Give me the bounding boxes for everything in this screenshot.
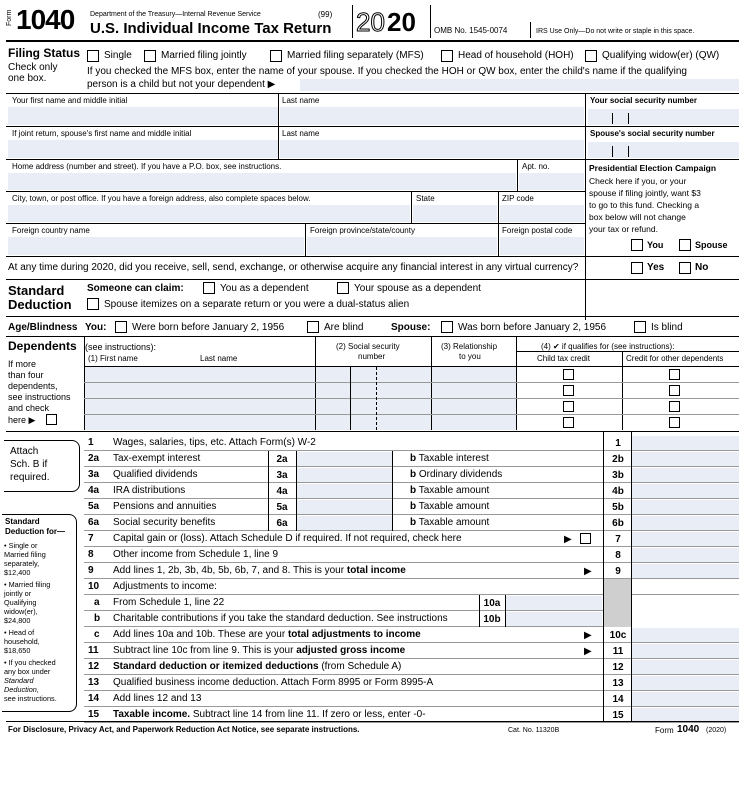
line-number: 3a bbox=[88, 469, 100, 480]
checkbox-vc-no[interactable] bbox=[679, 262, 691, 274]
label-last-name: Last name bbox=[282, 96, 320, 105]
std-ded-side-2: Deduction for— bbox=[5, 527, 65, 536]
box-label: 13 bbox=[612, 678, 624, 689]
spouse-first-input[interactable] bbox=[8, 140, 278, 158]
input-2b[interactable] bbox=[631, 452, 739, 466]
attach-1: Attach bbox=[10, 446, 39, 457]
input-3a[interactable] bbox=[296, 468, 392, 482]
std-deduction-item: jointly or bbox=[4, 589, 32, 598]
ssn-input[interactable] bbox=[588, 109, 739, 125]
last-name-input[interactable] bbox=[280, 107, 584, 125]
input-3b[interactable] bbox=[631, 468, 739, 482]
input-6b[interactable] bbox=[631, 516, 739, 530]
line10c-pre: Add lines 10a and 10b. These are your bbox=[113, 629, 288, 640]
box-label: 3a bbox=[276, 470, 288, 481]
input-4a[interactable] bbox=[296, 484, 392, 498]
line-label-l2a: Tax-exempt interest bbox=[113, 453, 201, 464]
line-label-l3b: b Ordinary dividends bbox=[410, 469, 503, 480]
line11-pre: Subtract line 10c from line 9. This is your bbox=[113, 645, 297, 656]
std-deduction-item: separately, bbox=[4, 559, 40, 568]
checkbox-spouse-itemizes[interactable] bbox=[87, 298, 99, 310]
filing-status-sub-2: one box. bbox=[8, 73, 47, 84]
form-label: Form bbox=[6, 9, 13, 26]
line-number: 15 bbox=[88, 709, 100, 720]
dep-col-ssn-b: number bbox=[358, 352, 386, 361]
std-deduction-item: $12,400 bbox=[4, 568, 31, 577]
std-deduction-item: • If you checked bbox=[4, 658, 56, 667]
line-number: 13 bbox=[88, 677, 100, 688]
city-input[interactable] bbox=[8, 205, 410, 222]
box-label: 5b bbox=[612, 502, 624, 513]
line-label-l12 bbox=[113, 662, 401, 672]
form-title: U.S. Individual Income Tax Return bbox=[90, 20, 332, 37]
line-number: c bbox=[94, 629, 100, 640]
line-number: b bbox=[94, 613, 101, 624]
dep-col-qualifies: (4) ✔ if qualifies for (see instructions): bbox=[541, 342, 675, 351]
label-state: State bbox=[416, 194, 435, 203]
input-2a[interactable] bbox=[296, 452, 392, 466]
input-5b[interactable] bbox=[631, 500, 739, 514]
line-label-l10a: From Schedule 1, line 22 bbox=[113, 597, 225, 608]
line-label-l10b: Charitable contributions if you take the standard deduction. See instructions bbox=[113, 613, 448, 624]
checkbox-vc-yes[interactable] bbox=[631, 262, 643, 274]
label-postal: Foreign postal code bbox=[502, 226, 573, 235]
checkbox-campaign-you[interactable] bbox=[631, 239, 643, 251]
label-you-dependent: You as a dependent bbox=[220, 283, 309, 294]
checkbox-campaign-spouse[interactable] bbox=[679, 239, 691, 251]
campaign-you: You bbox=[647, 240, 664, 250]
std-deduction-item: Married filing bbox=[4, 550, 46, 559]
input-11[interactable] bbox=[631, 644, 739, 658]
footer-cat: Cat. No. 11320B bbox=[508, 727, 560, 734]
std-ded-side-1: Standard bbox=[5, 517, 40, 526]
campaign-line-3: to go to this fund. Checking a bbox=[589, 200, 700, 210]
dependent-4-ctc[interactable] bbox=[563, 417, 574, 428]
footer-form-num: 1040 bbox=[677, 724, 700, 735]
dep-side-2: than four bbox=[8, 370, 44, 380]
dependent-1-relationship[interactable] bbox=[432, 367, 516, 382]
dependent-3-odc[interactable] bbox=[669, 401, 680, 412]
line-label-l10: Adjustments to income: bbox=[113, 581, 217, 592]
footer-notice: For Disclosure, Privacy Act, and Paperwork Reduction Act Notice, see separate instructions. bbox=[8, 725, 360, 734]
spouse-last-input[interactable] bbox=[280, 140, 584, 158]
input-4b[interactable] bbox=[631, 484, 739, 498]
input-8[interactable] bbox=[631, 548, 739, 562]
age-spouse: Spouse: bbox=[391, 322, 431, 333]
checkbox-you-blind[interactable] bbox=[307, 321, 319, 333]
box-label: 2a bbox=[276, 454, 288, 465]
first-name-input[interactable] bbox=[8, 107, 278, 125]
std-deduction-item: $18,650 bbox=[4, 646, 31, 655]
line-label-l9 bbox=[113, 566, 406, 576]
dep-side-5: and check bbox=[8, 403, 50, 413]
irs-use-only: IRS Use Only—Do not write or staple in this space. bbox=[536, 28, 695, 35]
line12-bold: Standard deduction or itemized deductions bbox=[113, 661, 319, 672]
line9-bold: total income bbox=[346, 565, 406, 576]
box-label: 6b bbox=[612, 518, 624, 529]
year-solid: 20 bbox=[387, 7, 416, 37]
box-label: 7 bbox=[615, 534, 621, 545]
line-label-l14: Add lines 12 and 13 bbox=[113, 693, 202, 704]
label-province: Foreign province/state/county bbox=[310, 226, 415, 235]
box-label: 15 bbox=[612, 710, 624, 721]
label-married-separately: Married filing separately (MFS) bbox=[287, 50, 424, 61]
label-ssn: Your social security number bbox=[590, 96, 697, 105]
line-label-l2b: b Taxable interest bbox=[410, 453, 489, 464]
campaign-line-5: your tax or refund. bbox=[589, 224, 658, 234]
line15-bold: Taxable income. bbox=[113, 709, 191, 720]
line-number: 12 bbox=[88, 661, 100, 672]
line10c-bold: total adjustments to income bbox=[287, 629, 421, 640]
country-input[interactable] bbox=[8, 237, 304, 255]
dependent-3-ssn[interactable] bbox=[316, 399, 431, 414]
dep-side-3: dependents, bbox=[8, 381, 58, 391]
campaign-line-4: box below will not change bbox=[589, 212, 686, 222]
input-9[interactable] bbox=[631, 564, 739, 578]
label-zip: ZIP code bbox=[502, 194, 534, 203]
home-address-input[interactable] bbox=[8, 173, 516, 190]
arrow-icon: ▶ bbox=[564, 534, 572, 545]
label-spouse-blind: Is blind bbox=[651, 322, 683, 333]
line-label-l4b: b Taxable amount bbox=[410, 485, 490, 496]
std-deduction-title-1: Standard bbox=[8, 283, 65, 298]
box-label: 3b bbox=[612, 470, 624, 481]
label-spouse-first: If joint return, spouse's first name and middle initial bbox=[12, 129, 192, 138]
label-spouse-ssn: Spouse's social security number bbox=[590, 129, 715, 138]
attach-2: Sch. B if bbox=[10, 459, 48, 470]
arrow-icon: ▶ bbox=[584, 630, 592, 641]
zip-input[interactable] bbox=[500, 205, 584, 222]
campaign-line-1: Check here if you, or your bbox=[589, 176, 687, 186]
box-label: 5a bbox=[276, 502, 288, 513]
box-label: 10b bbox=[483, 614, 501, 625]
vc-yes: Yes bbox=[647, 262, 665, 273]
dep-col-rel-a: (3) Relationship bbox=[441, 342, 498, 351]
dependent-4-odc[interactable] bbox=[669, 417, 680, 428]
form-number: 1040 bbox=[16, 4, 75, 35]
input-6a[interactable] bbox=[296, 516, 392, 530]
dependent-3-ctc[interactable] bbox=[563, 401, 574, 412]
line-label-l4a: IRA distributions bbox=[113, 485, 186, 496]
checkbox-line7[interactable] bbox=[580, 533, 591, 544]
line-label-l7: Capital gain or (loss). Attach Schedule D if required. If not required, check here bbox=[113, 533, 462, 544]
dep-col-rel-b: to you bbox=[459, 352, 481, 361]
line-label-l5a: Pensions and annuities bbox=[113, 501, 217, 512]
line-number: 11 bbox=[88, 645, 99, 656]
label-head-of-household: Head of household (HOH) bbox=[458, 50, 574, 61]
std-deduction-item: • Head of bbox=[4, 628, 35, 637]
filing-note-2: person is a child but not your dependent ▶ bbox=[87, 79, 276, 90]
box-label: 11 bbox=[612, 646, 624, 657]
label-home-address: Home address (number and street). If you have a P.O. box, see instructions. bbox=[12, 162, 282, 171]
line-label-l6b: b Taxable amount bbox=[410, 517, 490, 528]
line-number: 1 bbox=[88, 437, 94, 448]
age-you: You: bbox=[85, 322, 107, 333]
line-label-l10c bbox=[113, 630, 421, 640]
box-label: 4a bbox=[276, 486, 288, 497]
std-deduction-item: • Married filing bbox=[4, 580, 51, 589]
box-label: 9 bbox=[615, 566, 621, 577]
dep-col-ssn-a: (2) Social security bbox=[336, 342, 400, 351]
campaign-line-2: spouse if filing jointly, want $3 bbox=[589, 188, 701, 198]
someone-can-claim: Someone can claim: bbox=[87, 283, 184, 294]
checkbox-you-born-before[interactable] bbox=[115, 321, 127, 333]
std-deduction-item: $24,800 bbox=[4, 616, 31, 625]
line11-bold: adjusted gross income bbox=[296, 645, 406, 656]
box-label: 14 bbox=[612, 694, 624, 705]
label-you-born-before: Were born before January 2, 1956 bbox=[132, 322, 285, 333]
box-label: 8 bbox=[615, 550, 621, 561]
input-5a[interactable] bbox=[296, 500, 392, 514]
campaign-spouse: Spouse bbox=[695, 240, 728, 250]
input-10b[interactable] bbox=[505, 612, 602, 626]
line-label-l13: Qualified business income deduction. Attach Form 8995 or Form 8995-A bbox=[113, 677, 434, 688]
dependent-2-name[interactable] bbox=[85, 383, 315, 398]
std-deduction-item: Standard bbox=[4, 676, 34, 685]
box-label: 10a bbox=[483, 598, 501, 609]
dependent-4-name[interactable] bbox=[85, 415, 315, 430]
line-label-l1: Wages, salaries, tips, etc. Attach Form(s) W-2 bbox=[113, 437, 316, 448]
dependents-see: (see instructions): bbox=[85, 342, 157, 352]
checkbox-single[interactable] bbox=[87, 50, 99, 62]
dependent-1-ctc[interactable] bbox=[563, 369, 574, 380]
input-14[interactable] bbox=[631, 692, 739, 706]
label-country: Foreign country name bbox=[12, 226, 90, 235]
dependent-1-name[interactable] bbox=[85, 367, 315, 382]
dependent-2-ctc[interactable] bbox=[563, 385, 574, 396]
footer-year: (2020) bbox=[706, 727, 727, 734]
dep-side-4: see instructions bbox=[8, 392, 71, 402]
box-label: 12 bbox=[612, 662, 624, 673]
arrow-icon: ▶ bbox=[584, 646, 592, 657]
vc-no: No bbox=[695, 262, 709, 273]
checkbox-married-jointly[interactable] bbox=[144, 50, 156, 62]
line-label-l6a: Social security benefits bbox=[113, 517, 216, 528]
input-1[interactable] bbox=[631, 436, 739, 450]
checkbox-married-separately[interactable] bbox=[270, 50, 282, 62]
dependent-2-ssn[interactable] bbox=[316, 383, 431, 398]
line-number: 10 bbox=[88, 581, 100, 592]
label-spouse-dependent: Your spouse as a dependent bbox=[354, 283, 481, 294]
std-deduction-item: see instructions. bbox=[4, 694, 57, 703]
box-label: 1 bbox=[615, 438, 621, 449]
checkbox-spouse-blind[interactable] bbox=[634, 321, 646, 333]
line-number: 6a bbox=[88, 517, 100, 528]
dep-col-odc: Credit for other dependents bbox=[626, 354, 724, 363]
input-13[interactable] bbox=[631, 676, 739, 690]
line-label-l11 bbox=[113, 646, 405, 656]
line-label-l15 bbox=[113, 710, 426, 720]
dep-side-6: here ▶ bbox=[8, 415, 36, 425]
std-deduction-item: • Single or bbox=[4, 541, 38, 550]
form-code: (99) bbox=[318, 10, 333, 19]
label-single: Single bbox=[104, 50, 132, 61]
filing-status-title: Filing Status bbox=[8, 46, 80, 60]
box-label: 2b bbox=[612, 454, 624, 465]
line-label-l3a: Qualified dividends bbox=[113, 469, 198, 480]
label-spouse-itemizes: Spouse itemizes on a separate return or you were a dual-status alien bbox=[104, 299, 410, 310]
line-number: a bbox=[94, 597, 100, 608]
line15-rest: Subtract line 14 from line 11. If zero or less, enter -0- bbox=[190, 709, 426, 720]
dependents-title: Dependents bbox=[8, 339, 77, 353]
line-number: 9 bbox=[88, 565, 94, 576]
apt-input[interactable] bbox=[519, 173, 584, 190]
std-deduction-item: widow(er), bbox=[4, 607, 38, 616]
footer-form: Form bbox=[655, 726, 674, 735]
dependent-2-relationship[interactable] bbox=[432, 383, 516, 398]
checkbox-more-dependents[interactable] bbox=[46, 414, 57, 425]
label-you-blind: Are blind bbox=[324, 322, 364, 333]
box-label: 10c bbox=[609, 630, 627, 641]
campaign-title: Presidential Election Campaign bbox=[589, 163, 717, 173]
std-deduction-item: Deduction, bbox=[4, 685, 39, 694]
dependent-4-relationship[interactable] bbox=[432, 415, 516, 430]
line-number: 8 bbox=[88, 549, 94, 560]
dependent-1-odc[interactable] bbox=[669, 369, 680, 380]
year-outline: 20 bbox=[356, 7, 385, 37]
age-blindness-title: Age/Blindness bbox=[8, 322, 78, 333]
dep-side-1: If more bbox=[8, 359, 37, 369]
dependent-1-ssn[interactable] bbox=[316, 367, 431, 382]
line-number: 7 bbox=[88, 533, 94, 544]
omb-number: OMB No. 1545-0074 bbox=[434, 26, 508, 35]
dependent-2-odc[interactable] bbox=[669, 385, 680, 396]
line-number: 14 bbox=[88, 693, 100, 704]
line-number: 4a bbox=[88, 485, 100, 496]
dependent-3-name[interactable] bbox=[85, 399, 315, 414]
label-first-name: Your first name and middle initial bbox=[12, 96, 128, 105]
checkbox-qualifying-widow[interactable] bbox=[585, 50, 597, 62]
checkbox-spouse-dependent[interactable] bbox=[337, 282, 349, 294]
std-deduction-item: Qualifying bbox=[4, 598, 37, 607]
input-12[interactable] bbox=[631, 660, 739, 674]
label-married-jointly: Married filing jointly bbox=[161, 50, 247, 61]
checkbox-spouse-born-before[interactable] bbox=[441, 321, 453, 333]
postal-input[interactable] bbox=[500, 237, 584, 255]
dep-col-first: (1) First name bbox=[88, 354, 138, 363]
attach-3: required. bbox=[10, 472, 50, 483]
box-label: 4b bbox=[612, 486, 624, 497]
box-label: 6a bbox=[276, 518, 288, 529]
label-qualifying-widow: Qualifying widow(er) (QW) bbox=[602, 50, 720, 61]
dependent-4-ssn[interactable] bbox=[316, 415, 431, 430]
label-apt: Apt. no. bbox=[522, 162, 550, 171]
input-10c[interactable] bbox=[631, 628, 739, 642]
province-input[interactable] bbox=[307, 237, 497, 255]
label-city: City, town, or post office. If you have a foreign address, also complete spaces below. bbox=[12, 194, 311, 203]
filing-note-1: If you checked the MFS box, enter the name of your spouse. If you checked the HOH or QW box, enter the child's name if the qualifying bbox=[87, 66, 687, 77]
input-10a[interactable] bbox=[505, 596, 602, 610]
arrow-icon: ▶ bbox=[584, 566, 592, 577]
std-deduction-title-2: Deduction bbox=[8, 297, 72, 312]
state-input[interactable] bbox=[413, 205, 497, 222]
label-spouse-born-before: Was born before January 2, 1956 bbox=[458, 322, 607, 333]
line-label-l8: Other income from Schedule 1, line 9 bbox=[113, 549, 279, 560]
line9-pre: Add lines 1, 2b, 3b, 4b, 5b, 6b, 7, and 8. This is your bbox=[113, 565, 347, 576]
filing-status-sub-1: Check only bbox=[8, 62, 58, 73]
dependent-3-relationship[interactable] bbox=[432, 399, 516, 414]
label-spouse-last: Last name bbox=[282, 129, 320, 138]
std-deduction-item: any box under bbox=[4, 667, 51, 676]
virtual-currency-question: At any time during 2020, did you receive, sell, send, exchange, or otherwise acquire any financial interest in any virtual currency? bbox=[8, 262, 579, 273]
checkbox-you-dependent[interactable] bbox=[203, 282, 215, 294]
checkbox-head-of-household[interactable] bbox=[441, 50, 453, 62]
input-7[interactable] bbox=[631, 532, 739, 546]
std-deduction-item: household, bbox=[4, 637, 40, 646]
spouse-ssn-input[interactable] bbox=[588, 142, 739, 158]
line-number: 2a bbox=[88, 453, 100, 464]
line-number: 5a bbox=[88, 501, 100, 512]
input-15[interactable] bbox=[631, 708, 739, 722]
department: Department of the Treasury—Internal Revenue Service bbox=[90, 11, 261, 18]
line-label-l5b: b Taxable amount bbox=[410, 501, 490, 512]
dep-col-last: Last name bbox=[200, 354, 238, 363]
dependent-name-field[interactable] bbox=[300, 79, 739, 91]
dep-col-ctc: Child tax credit bbox=[537, 354, 590, 363]
line12-rest: (from Schedule A) bbox=[318, 661, 402, 672]
